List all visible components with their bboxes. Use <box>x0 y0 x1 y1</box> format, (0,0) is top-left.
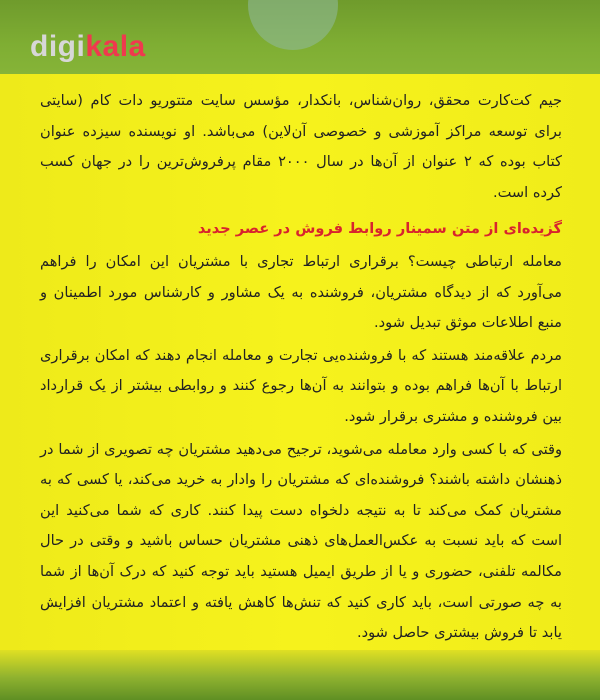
excerpt-heading: گزیده‌ای از متن سمینار روابط فروش در عصر جدید <box>197 220 562 238</box>
body-paragraph-1: معامله ارتباطی چیست؟ برقراری ارتباط تجاری با مشتریان این امکان را فراهم می‌آورد که از دیدگاه مشتریان، فروشنده به یک مشاور و کارشناس مورد اطمینان و منبع اطلاعات موثق تبدیل شود. <box>40 252 562 332</box>
logo-part-2: kala <box>85 30 146 63</box>
body-paragraph-2: مردم علاقه‌مند هستند که با فروشنده‌یی تجارت و معامله انجام دهند که امکان برقراری ارتباط با آن‌ها فراهم بوده و بتوانند به آن‌ها رجوع کنند و روابطی بیشتر از یک قرارداد بین فروشنده و مشتری برقرار شود. <box>40 346 562 425</box>
logo-part-1: digi <box>30 30 86 63</box>
back-cover-text <box>40 86 562 649</box>
author-bio-paragraph: جیم کت‌کارت محقق، روان‌شناس، بانکدار، مؤسس سایت متتوریو دات کام (سایتی برای توسعه مراکز آموزشی و خصوصی آن‌لاین) می‌باشد. او نویسنده سیزده عنوان کتاب بوده که ۲ عنوان از آن‌ها در سال ۲۰۰۰ مقام پرفروش‌ترین را در جهان کسب کرده است. <box>40 92 562 201</box>
body-paragraph-3: وقتی که با کسی وارد معامله می‌شوید، ترجیح می‌دهید مشتریان چه تصویری از شما در ذهنشان داشته باشند؟ فروشنده‌ای که مشتریان را وادار به خرید می‌کند، یا کسی که به مشتریان کمک می‌کند تا به نتیجه دلخواه دست پیدا کنند. کاری که شما می‌کنید این است که باید نسبت به عکس‌العمل‌های ذهنی مشتریان حساس باشید و وقتی در حال مکالمه تلفنی، حضوری و یا از طریق ایمیل هستید باید توجه کنید که درک آن‌ها از شما به چه صورتی است، باید کاری کنید که تنش‌ها کاهش یافته و اعتماد مشتریان افزایش یابد تا فروش بیشتری حاصل شود. <box>40 440 562 642</box>
bottom-cover-band <box>0 650 600 700</box>
watermark-logo <box>30 30 146 64</box>
